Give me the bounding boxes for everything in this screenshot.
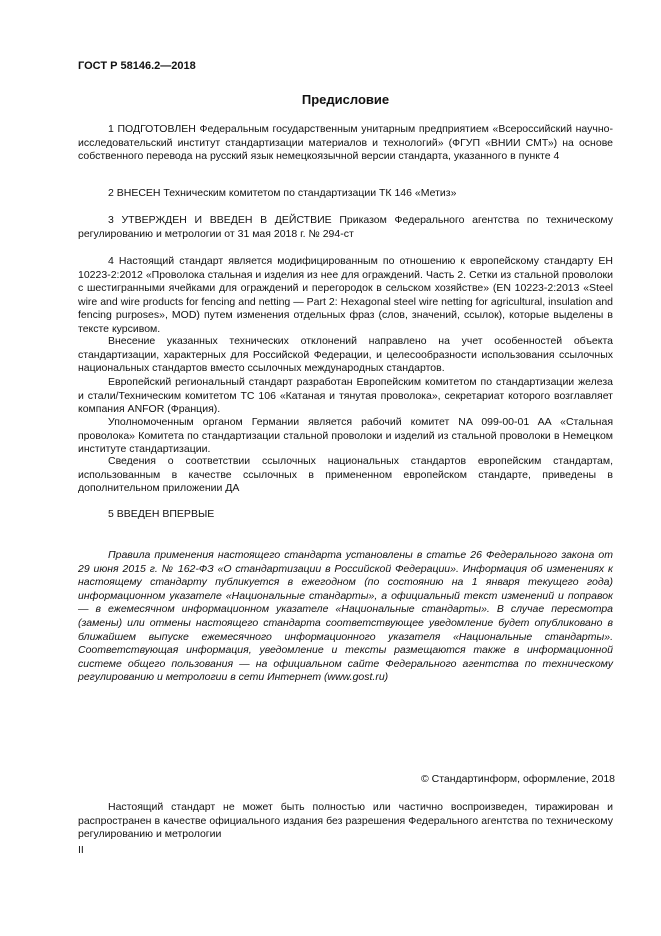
paragraph-2: 2 ВНЕСЕН Техническим комитетом по стандартизации ТК 146 «Метиз» <box>108 187 457 199</box>
standard-application-notice: Правила применения настоящего стандарта установлены в статье 26 Федерального закона от 29 июня 2015 г. № 162-ФЗ «О стандартизации в Российской Федерации». Информация об изменениях к настоящему стандарту публикуется в ежегодном (по состоянию на 1 января текущего года) информационном указателе «Национальные стандарты», а официальный текст изменений и поправок — в ежемесячном информационном указателе «Национальные стандарты». В случае пересмотра (замены) или отмены настоящего стандарта соответствующее уведомление будет опубликовано в ближайшем выпуске ежемесячного информационного указателя «Национальные стандарты». Соответствующая информация, уведомление и тексты размещаются также в информационной системе общего пользования — на официальном сайте Федерального агентства по техническому регулированию и метрологии в сети Интернет (www.gost.ru) <box>78 549 613 684</box>
page-title: Предисловие <box>301 92 390 107</box>
reproduction-notice: Настоящий стандарт не может быть полностью или частично воспроизведен, тиражирован и распространен в качестве официального издания без разрешения Федерального агентства по техническому регулированию и метрологии <box>78 801 613 841</box>
paragraph-1: 1 ПОДГОТОВЛЕН Федеральным государственным унитарным предприятием «Всероссийский научно-исследовательский институт стандартизации материалов и технологий» (ФГУП «ВНИИ СМТ») на основе собственного перевода на русский язык немецкоязычной версии стандарта, указанного в пункте 4 <box>78 123 613 163</box>
paragraph-4-european-committee: Европейский региональный стандарт разработан Европейским комитетом по стандартизации железа и стали/Техническим комитетом ТС 106 «Катаная и тянутая проволока», секретариат которого возглавляет компания ANFOR (Франция). <box>78 376 613 416</box>
paragraph-4-references: Сведения о соответствии ссылочных национальных стандартов европейским стандартам, использованным в качестве ссылочных в примененном европейском стандарте, приведены в дополнительном приложении ДА <box>78 455 613 495</box>
paragraph-3: 3 УТВЕРЖДЕН И ВВЕДЕН В ДЕЙСТВИЕ Приказом Федерального агентства по техническому регулированию и метрологии от 31 мая 2018 г. № 294-ст <box>78 214 613 240</box>
copyright: © Стандартинформ, оформление, 2018 <box>420 773 615 785</box>
paragraph-4-deviations: Внесение указанных технических отклонений направлено на учет особенностей объекта стандартизации, характерных для Российской Федерации, и целесообразности использования ссылочных национальных стандартов вместо ссылочных международных стандартов. <box>78 335 613 375</box>
paragraph-4: 4 Настоящий стандарт является модифицированным по отношению к европейскому стандарту ЕН 10223-2:2012 «Проволока стальная и изделия из нее для ограждений. Часть 2. Сетки из стальной проволоки с шестигранными ячейками для ограждений и перегородок в сельском хозяйстве» (EN 10223-2:2013 «Steel wire and wire products for fencing and netting — Part 2: Hexagonal steel wire netting for agricultural, insulation and fencing purposes», MOD) путем изменения отдельных фраз (слов, значений, ссылок), которые выделены в тексте курсивом. <box>78 255 613 335</box>
page-number: II <box>78 844 84 856</box>
document-code: ГОСТ Р 58146.2—2018 <box>78 60 196 72</box>
paragraph-4-german-body: Уполномоченным органом Германии является рабочий комитет NA 099-00-01 AA «Стальная проволока» Комитета по стандартизации стальной проволоки и изделий из стальной проволоки в Немецком институте стандартизации. <box>78 416 613 456</box>
paragraph-5: 5 ВВЕДЕН ВПЕРВЫЕ <box>108 508 215 520</box>
